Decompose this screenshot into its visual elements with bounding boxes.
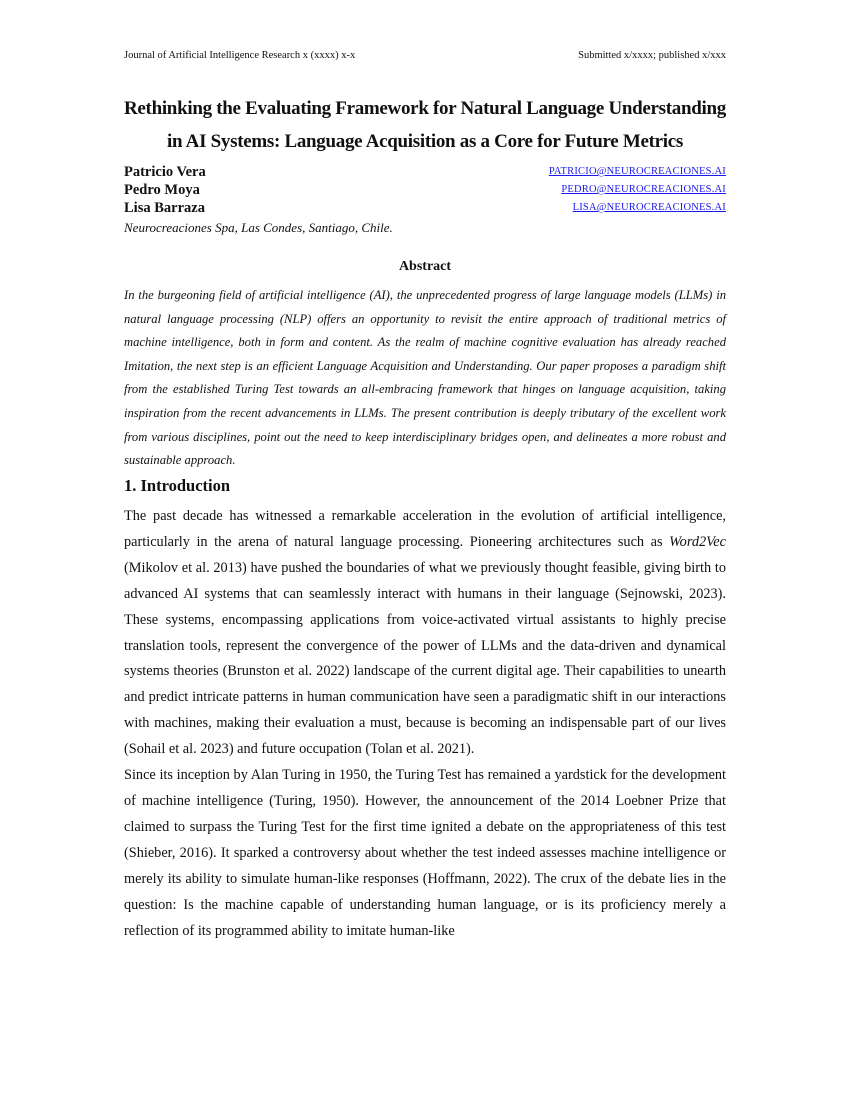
author-row [124, 181, 726, 199]
paragraph [124, 504, 726, 763]
section-heading-introduction: 1. Introduction [124, 476, 231, 495]
introduction-body [124, 504, 726, 944]
paragraph-text: The past decade has witnessed a remarkable acceleration in the evolution of artificial intelligence, particularly in the arena of natural language processing. Pioneering architectures such as [124, 508, 726, 550]
paragraph: Since its inception by Alan Turing in 1950, the Turing Test has remained a yardstick for the development of machine intelligence (Turing, 1950). However, the announcement of the 2014 Loebner Prize that claimed to surpass the Turing Test for the first time ignited a debate on the appropriateness of this test (Shieber, 2016). It sparked a controversy about whether the test indeed assesses machine intelligence or merely its ability to simulate human-like responses (Hoffmann, 2022). The crux of the debate lies in the question: Is the machine capable of understanding human language, or is its proficiency merely a reflection of its programmed ability to imitate human-like [124, 767, 726, 939]
author-name: Lisa Barraza [124, 200, 205, 216]
title-line-2: in AI Systems: Language Acquisition as a Core for Future Metrics [167, 131, 683, 152]
author-row [124, 163, 726, 181]
paper-title [112, 92, 738, 158]
author-email-link[interactable]: PEDRO@NEUROCREACIONES.AI [561, 184, 726, 195]
title-line-1: Rethinking the Evaluating Framework for Natural Language Understanding [123, 98, 726, 119]
author-name: Patricio Vera [124, 164, 206, 180]
author-block [124, 163, 726, 238]
paragraph-text: (Mikolov et al. 2013) have pushed the boundaries of what we previously thought feasible, giving birth to advanced AI systems that can seamlessly interact with humans in their language (Sejnowski, 2023). These systems, encompassing applications from voice-activated virtual assistants to highly precise translation tools, represent the convergence of the power of LLMs and the data-driven and dynamical systems theories (Brunston et al. 2022) landscape of the current digital age. Their capabilities to unearth and predict intricate patterns in human communication have seen a paradigmatic shift in our interactions with machines, making their evaluation a must, because is becoming an indispensable part of our lives (Sohail et al. 2023) and future occupation (Tolan et al. 2021). [124, 559, 726, 758]
abstract-text: In the burgeoning field of artificial intelligence (AI), the unprecedented progress of large language models (LLMs) in natural language processing (NLP) offers an opportunity to revisit the entire approach of traditional metrics of machine intelligence, both in form and content. As the realm of machine cognitive evaluation has already reached Imitation, the next step is an efficient Language Acquisition and Understanding. Our paper proposes a paradigm shift from the established Turing Test towards an all-embracing framework that hinges on language acquisition, taking inspiration from the recent advancements in LLMs. The present contribution is deeply tributary of the excellent work from various disciplines, point out the need to keep interdisciplinary bridges open, and delineates a more robust and sustainable approach. [124, 288, 726, 468]
submission-info: Submitted x/xxxx; published x/xxx [578, 50, 726, 61]
author-row [124, 199, 726, 217]
author-email-link[interactable]: LISA@NEUROCREACIONES.AI [572, 202, 726, 213]
affiliation: Neurocreaciones Spa, Las Condes, Santiago, Chile. [124, 220, 393, 235]
author-name: Pedro Moya [124, 182, 200, 198]
author-email-link[interactable]: PATRICIO@NEUROCREACIONES.AI [548, 166, 726, 177]
journal-citation: Journal of Artificial Intelligence Research x (xxxx) x-x [124, 50, 356, 61]
abstract-heading: Abstract [398, 259, 452, 274]
term-word2vec: Word2Vec [669, 533, 726, 550]
